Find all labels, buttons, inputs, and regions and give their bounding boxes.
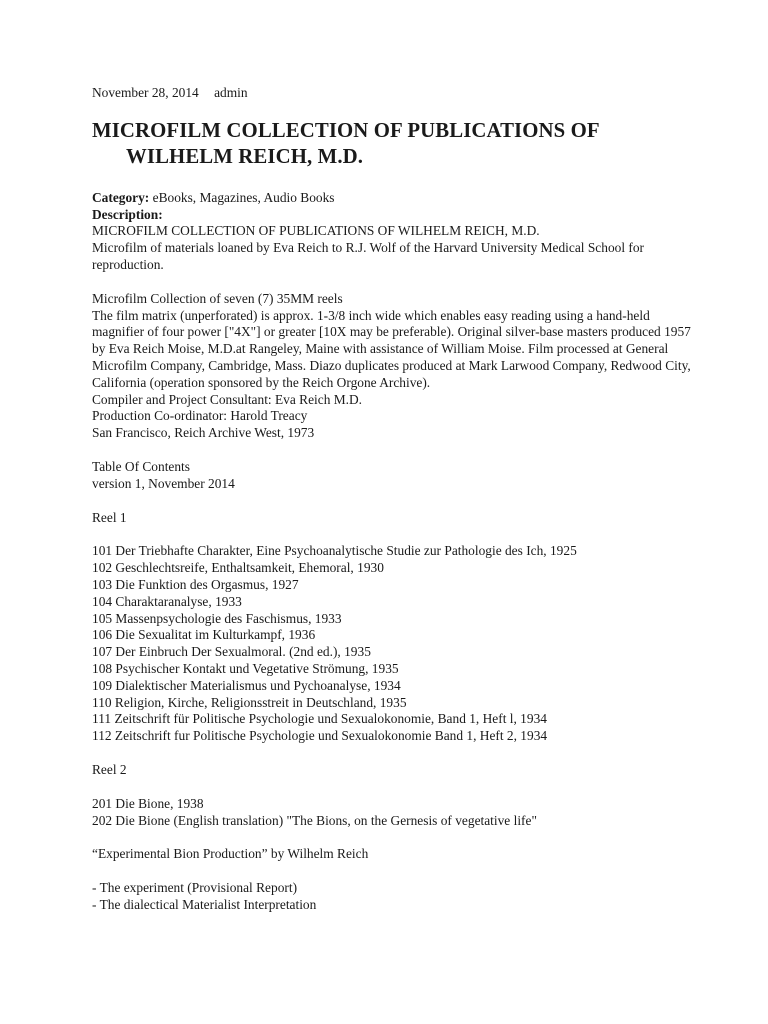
reel-2-label: Reel 2	[92, 761, 127, 777]
description-label: Description:	[92, 206, 163, 222]
collection-summary: Microfilm Collection of seven (7) 35MM reels	[92, 290, 343, 306]
list-item: 108 Psychischer Kontakt und Vegetative Strömung, 1935	[92, 660, 399, 676]
place-line: San Francisco, Reich Archive West, 1973	[92, 425, 315, 441]
list-item: 111 Zeitschrift für Politische Psychologie und Sexualokonomie, Band 1, Heft l, 1934	[92, 711, 547, 727]
list-item: 112 Zeitschrift fur Politische Psychologie und Sexualokonomie Band 1, Heft 2, 1934	[92, 728, 548, 744]
spacer	[92, 829, 692, 846]
list-item: 110 Religion, Kirche, Religionsstreit in Deutschland, 1935	[92, 694, 407, 710]
list-item: 101 Der Triebhafte Charakter, Eine Psychoanalytische Studie zur Pathologie des Ich, 1925	[92, 543, 577, 559]
list-item: 109 Dialektischer Materialismus und Pychoanalyse, 1934	[92, 677, 401, 693]
spacer	[92, 274, 692, 291]
reel-1-list	[92, 543, 692, 745]
description-heading: MICROFILM COLLECTION OF PUBLICATIONS OF WILHELM REICH, M.D.	[92, 223, 540, 239]
list-item: - The experiment (Provisional Report)	[92, 880, 298, 896]
post-meta	[92, 85, 692, 102]
list-item: 103 Die Funktion des Orgasmus, 1927	[92, 576, 299, 592]
document-page	[92, 85, 692, 914]
list-item: 106 Die Sexualitat im Kulturkampf, 1936	[92, 627, 316, 643]
spacer	[92, 779, 692, 796]
post-date: November 28, 2014	[92, 85, 199, 100]
reel-1-label: Reel 1	[92, 509, 127, 525]
post-author[interactable]: admin	[214, 85, 248, 100]
description-intro: Microfilm of materials loaned by Eva Reich to R.J. Wolf of the Harvard University Medical School for reproduction.	[92, 240, 645, 272]
category-line	[92, 190, 692, 207]
reel-2-list	[92, 796, 692, 830]
toc-heading: Table Of Contents	[92, 458, 190, 474]
bion-production-title: “Experimental Bion Production” by Wilhelm Reich	[92, 846, 369, 862]
list-item: 102 Geschlechtsreife, Enthaltsamkeit, Ehemoral, 1930	[92, 560, 384, 576]
list-item: 107 Der Einbruch Der Sexualmoral. (2nd ed.), 1935	[92, 644, 371, 660]
category-value: eBooks, Magazines, Audio Books	[152, 189, 335, 205]
coordinator-line: Production Co-ordinator: Harold Treacy	[92, 408, 308, 424]
category-label: Category:	[92, 189, 150, 205]
page-title: MICROFILM COLLECTION OF PUBLICATIONS OF WILHELM REICH, M.D.	[92, 118, 599, 168]
list-item: 105 Massenpsychologie des Faschismus, 1933	[92, 610, 342, 626]
bion-production-list	[92, 880, 692, 914]
list-item: 202 Die Bione (English translation) "The Bions, on the Gernesis of vegetative life"	[92, 812, 537, 828]
spacer	[92, 745, 692, 762]
film-matrix-paragraph: The film matrix (unperforated) is approx. 1-3/8 inch wide which enables easy reading using a hand-held magnifier of four power ["4X"] or greater [10X may be preferable). Original silver-base masters produced 1957 by Eva Reich Moise, M.D.at Rangeley, Maine with assistance of William Moise. Film processed at General Microfilm Company, Cambridge, Mass. Diazo duplicates produced at Mark Larwood Company, Redwood City, California (operation sponsored by the Reich Orgone Archive).	[92, 307, 691, 390]
list-item: - The dialectical Materialist Interpretation	[92, 896, 317, 912]
list-item: 104 Charaktaranalyse, 1933	[92, 593, 242, 609]
compiler-line: Compiler and Project Consultant: Eva Reich M.D.	[92, 391, 363, 407]
list-item: 201 Die Bione, 1938	[92, 795, 204, 811]
spacer	[92, 863, 692, 880]
spacer	[92, 442, 692, 459]
toc-version: version 1, November 2014	[92, 475, 235, 491]
spacer	[92, 493, 692, 510]
spacer	[92, 526, 692, 543]
